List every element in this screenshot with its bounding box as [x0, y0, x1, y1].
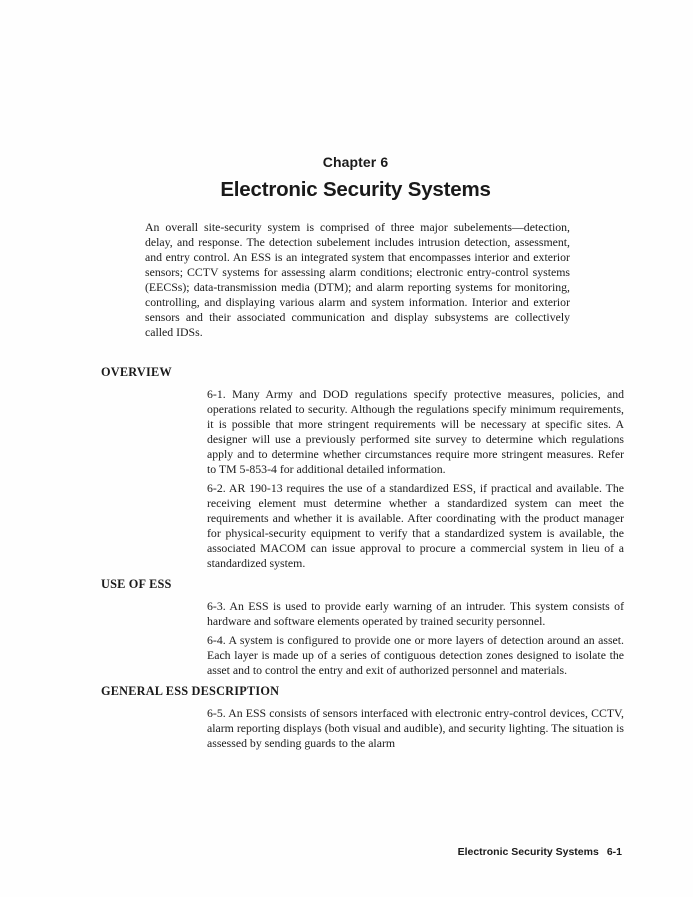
page-title: Electronic Security Systems: [220, 178, 491, 201]
paragraph-6-5: 6-5. An ESS consists of sensors interfaced with electronic entry-control devices, CCTV, alarm reporting displays (both visual and audible), and security lighting. The situation is assessed by sending guards to the alarm: [207, 706, 624, 750]
footer-title: Electronic Security Systems: [457, 846, 599, 858]
chapter-label: Chapter 6: [322, 154, 389, 170]
paragraph-6-2: 6-2. AR 190-13 requires the use of a standardized ESS, if practical and available. The receiving element must determine whether a standardized system can meet the requirements and whether it is available. After coordinating with the product manager for physical-security equipment to verify that a standardized system is available, the associated MACOM can issue approval to procure a commercial system in lieu of a standardized system.: [207, 481, 624, 570]
paragraph-6-3: 6-3. An ESS is used to provide early warning of an intruder. This system consists of hardware and software elements operated by trained security personnel.: [207, 599, 624, 628]
page-footer: [458, 846, 622, 858]
paragraph-6-1: 6-1. Many Army and DOD regulations specify protective measures, policies, and operations related to security. Although the regulations specify minimum requirements, it is possible that more stringent requirements will be necessary at specific sites. A designer will use a previously performed site survey to determine which regulations apply and to determine whether circumstances require more stringent measures. Refer to TM 5-853-4 for additional detailed information.: [207, 387, 624, 476]
intro-paragraph: An overall site-security system is comprised of three major subelements—detection, delay, and response. The detection subelement includes intrusion detection, assessment, and entry control. An ESS is an integrated system that encompasses interior and exterior sensors; CCTV systems for assessing alarm conditions; electronic entry-control systems (EECSs); data-transmission media (DTM); and alarm reporting systems for monitoring, controlling, and displaying various alarm and system information. Interior and exterior sensors and their associated communication and display subsystems are collectively called IDSs.: [145, 220, 570, 339]
paragraph-6-4: 6-4. A system is configured to provide one or more layers of detection around an asset. Each layer is made up of a series of contiguous detection zones designed to isolate the asset and to control the entry and exit of authorized personnel and materials.: [207, 633, 624, 677]
section-heading-overview: OVERVIEW: [101, 365, 172, 379]
footer-page-number: 6-1: [606, 846, 622, 858]
section-heading-general-ess-description: GENERAL ESS DESCRIPTION: [101, 684, 280, 698]
section-heading-use-of-ess: USE OF ESS: [101, 577, 172, 591]
